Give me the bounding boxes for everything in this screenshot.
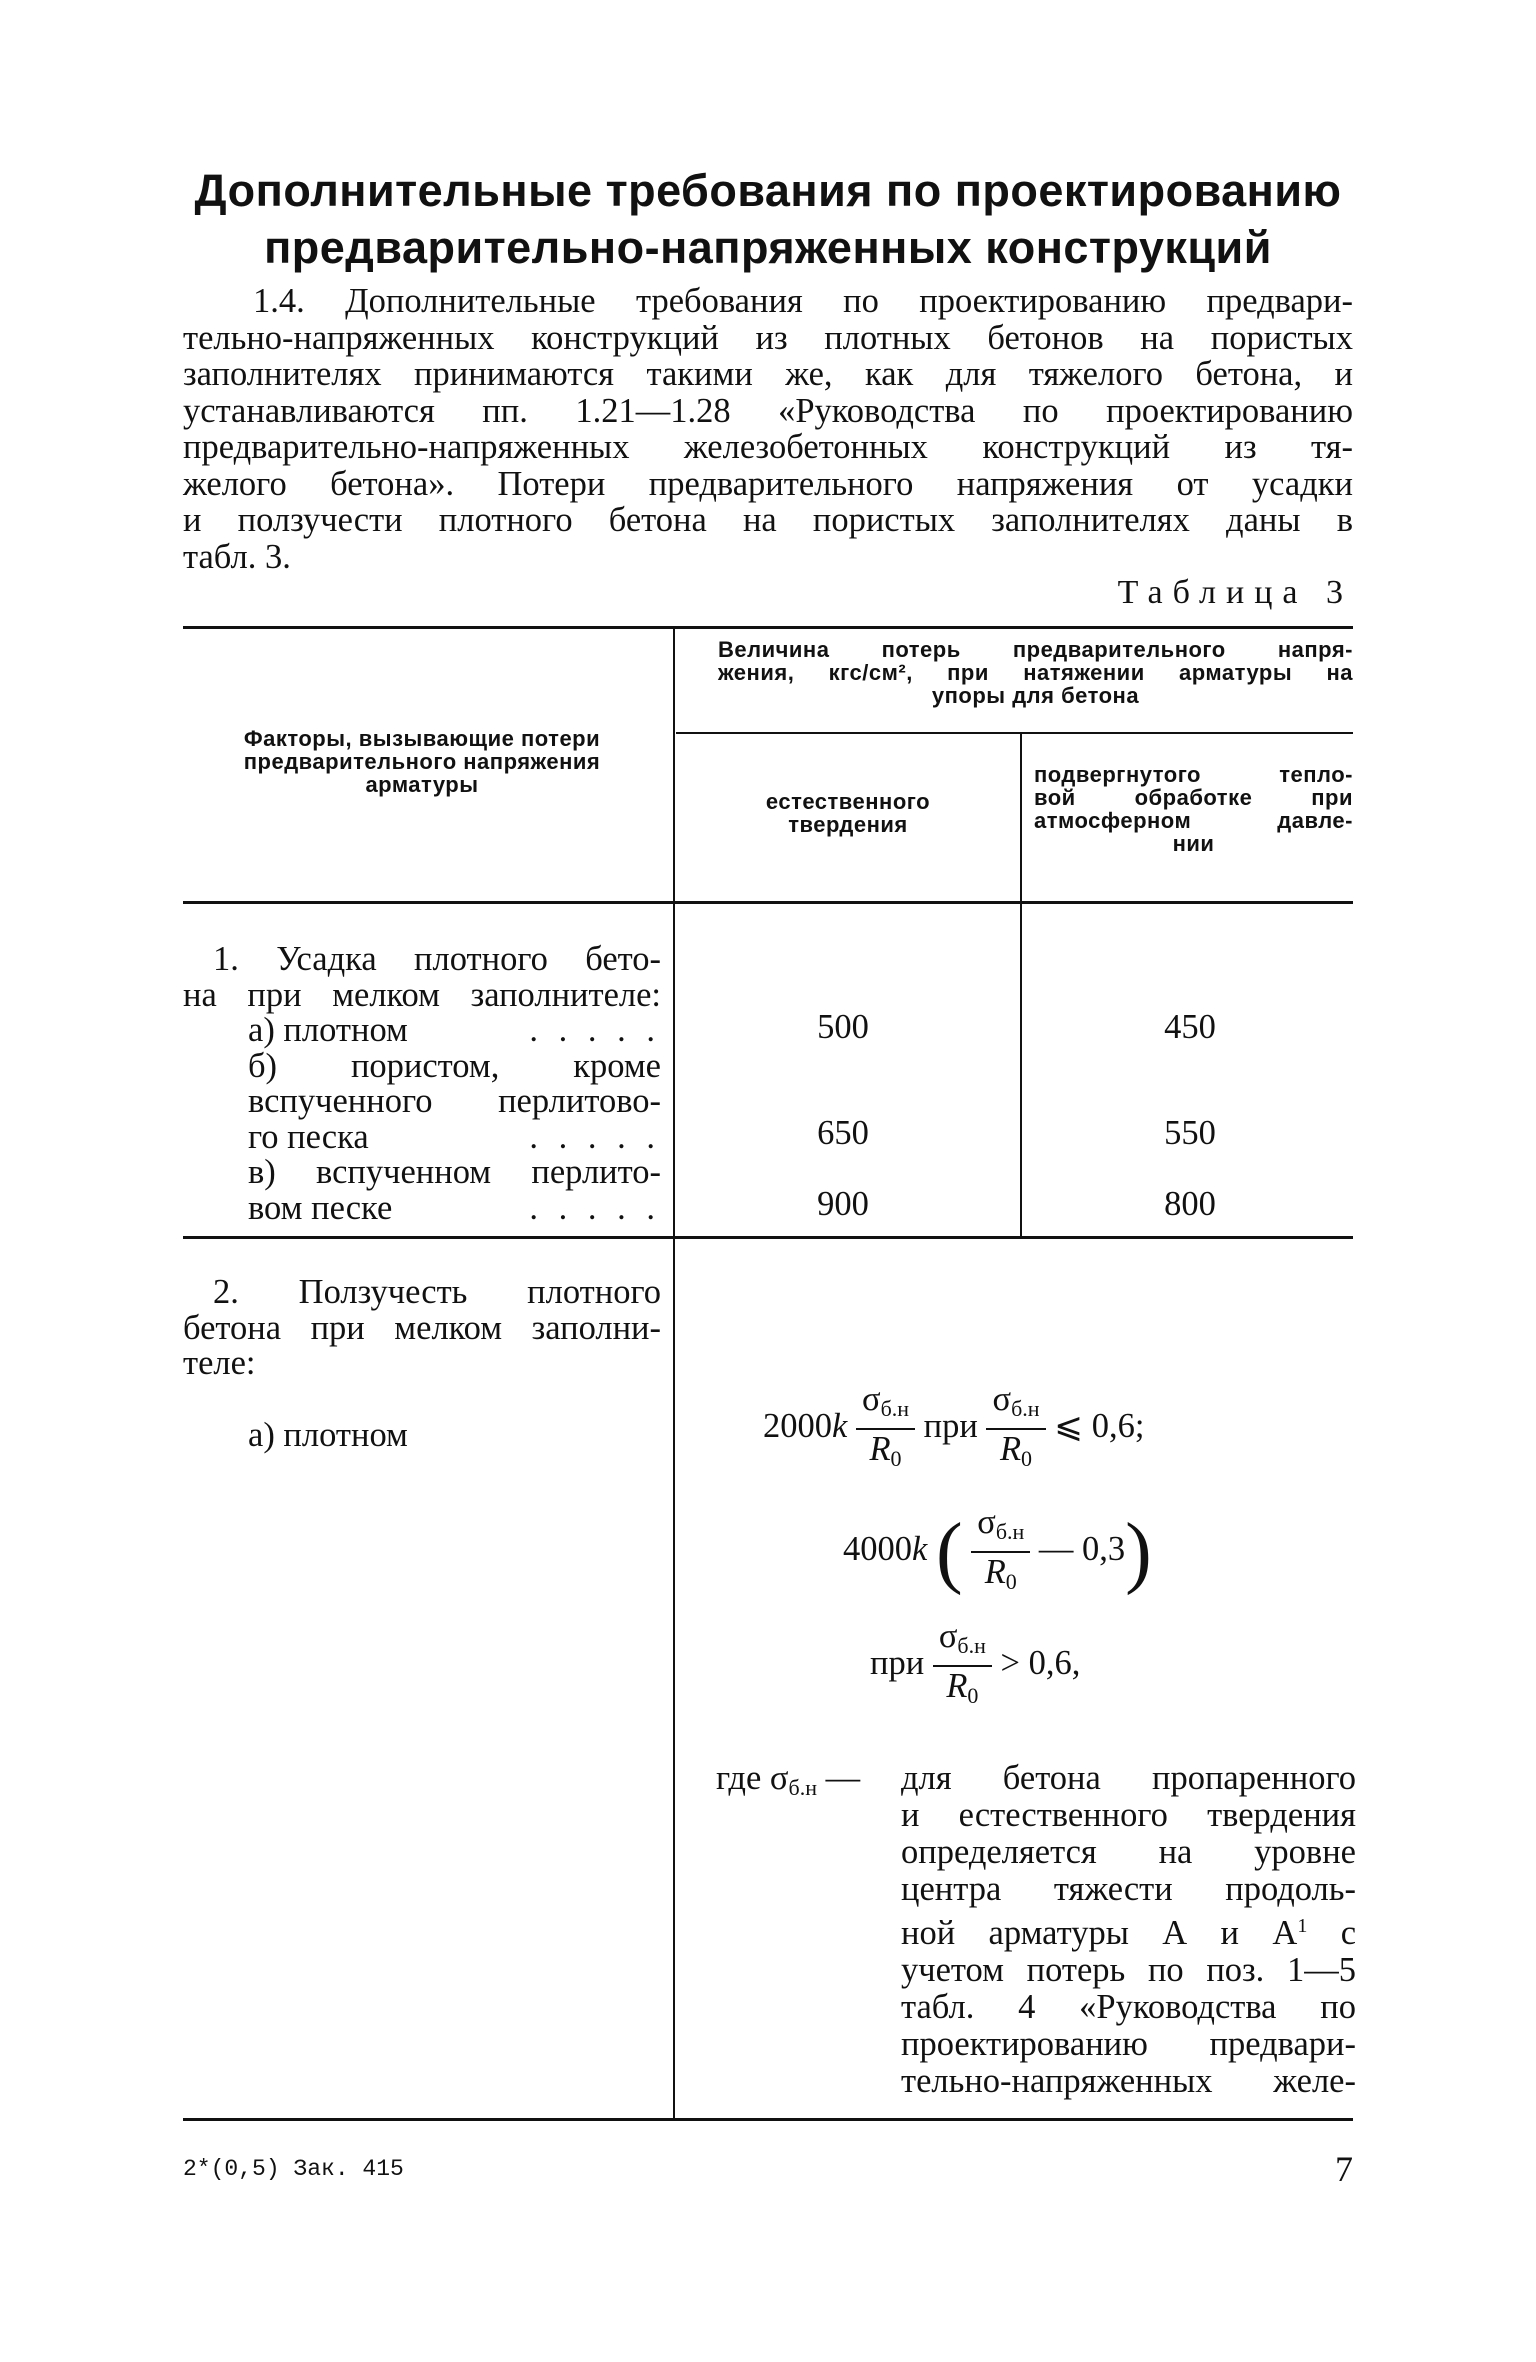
fraction: $\frac{\sigma_{б.н}}{R_0}$	[971, 1503, 1030, 1601]
row-item-b: го песка . . . . .	[248, 1117, 661, 1156]
paragraph-line: 1.4. Дополнительные требования по проектированию предвари-	[253, 282, 1353, 320]
value-a-natural: 500	[817, 1008, 869, 1046]
header-factors: Факторы, вызывающие потери предварительного напряжения арматуры	[243, 726, 601, 797]
paragraph-line: предварительно-напряженных железобетонных конструкций из тя-	[183, 428, 1353, 466]
paragraph-line: тельно-напряженных конструкций из плотных бетонов на пористых	[183, 318, 1353, 357]
subcolumn-divider	[1020, 732, 1022, 1236]
header-sub-rule	[676, 732, 1353, 734]
paragraph-line: заполнителях принимаются такими же, как для тяжелого бетона, и	[183, 355, 1353, 393]
header-bottom-rule	[183, 901, 1353, 904]
paragraph-line: и ползучести плотного бетона на пористых заполнителях даны в	[183, 501, 1353, 539]
row-item-c: вом песке . . . . .	[248, 1188, 661, 1227]
paragraph-1-4	[183, 283, 1353, 575]
row-item-a: а) плотном . . . . .	[248, 1011, 661, 1049]
paragraph-line: устанавливаются пп. 1.21—1.28 «Руководства по проектированию	[183, 391, 1353, 430]
row-separator-rule	[183, 1236, 1353, 1239]
column-divider	[673, 626, 675, 2118]
formula-line-1: 2000k $\frac{\sigma_{б.н}}{R_0}$ при $\frac{\sigma_{б.н}}{R_0}$ ⩽ 0,6;	[763, 1380, 1144, 1478]
row-shrinkage: 1. Усадка плотного бето- на при мелком заполнителе: а) плотном . . . . . б) пористом, кроме вспученного перлитово- го песка . . . . . в) вспученном перлито- вом песке . . . . .	[183, 940, 661, 1227]
heading-line-1: Дополнительные требования по проектированию	[194, 165, 1342, 216]
header-magnitude: Величина потерь предварительного напря- жения, кгс/см², при натяжении арматуры на упоры для бетона	[718, 637, 1353, 708]
section-heading	[183, 162, 1353, 276]
paragraph-line: табл. 3.	[183, 537, 291, 576]
value-b-heat: 550	[1164, 1114, 1216, 1152]
table-caption: Таблица 3	[1117, 574, 1353, 611]
header-heat-treatment: подвергнутого тепло- вой обработке при атмосферном давле- нии	[1034, 762, 1353, 856]
value-c-heat: 800	[1164, 1185, 1216, 1223]
row-creep: 2. Ползучесть плотного бетона при мелком заполни- теле: а) плотном	[183, 1273, 661, 1454]
formula-line-2: 4000k ( $\frac{\sigma_{б.н}}{R_0}$ — 0,3)	[843, 1503, 1152, 1601]
table-top-rule	[183, 626, 1353, 629]
print-signature: 2*(0,5) Зак. 415	[183, 2156, 404, 2182]
formula-line-3: при $\frac{\sigma_{б.н}}{R_0}$ > 0,6,	[870, 1617, 1080, 1715]
fraction: $\frac{\sigma_{б.н}}{R_0}$	[856, 1380, 915, 1478]
page-number: 7	[1335, 2149, 1353, 2189]
header-natural-curing: естественного твердения	[765, 789, 931, 837]
heading-line-2: предварительно-напряженных конструкций	[264, 222, 1272, 273]
table-bottom-rule	[183, 2118, 1353, 2121]
value-c-natural: 900	[817, 1185, 869, 1223]
paragraph-line: желого бетона». Потери предварительного напряжения от усадки	[183, 464, 1353, 503]
document-page: Дополнительные требования по проектированию предварительно-напряженных конструкций 1.4. Дополнительные требования по проектированию предвари- тельно-напряженных конструкций из плотных бетонов на пористых заполнителях принимаются такими же, как для тяжелого бетона, и устанавливаются пп. 1.21—1.28 «Руководства по проектированию предварительно-напряженных железобетонных конструкций из тя- желого бетона». Потери предварительного напряжения от усадки и ползучести плотного бетона на пористых заполнителях даны в табл. 3. Таблица 3 Факторы, вызывающие потери предварительного напряжения арматуры Величина потерь предварительного напря- жения, кгс/см², при натяжении арматуры на упоры для бетона естественного твердения подвергнутого тепло- вой обработке при атмосферном давле- нии 1. Усадка плотного бето- на при мелком заполнителе: а) плотном . . . . . б) пористом, кроме вспученного перлитово- го песка . . . . . в) вспученном перлито- вом песке . . . . . 500 450 650 550 900 800 2. Ползучесть плотного бетона при мелком заполни- теле: а) плотном 2000k $\frac{\sigma_{б.н}}{R_0}$ при $\frac{\sigma_{б.н}}{R_0}$ ⩽ 0,6; 4000k ( $\frac{\sigma_{б.н}}{R_0}$ — 0,3) при $\frac{\sigma_{б.н}}{R_0}$ > 0,6, где $\sigma_{б.н}$ — для бетона пропаренного и естественного твердения определяется на уровне центра тяжести продоль- ной арматуры А и $А^1$ с учетом потерь по поз. 1—5 табл. 4 «Руководства по проектированию предвари- тельно-напряженных желе- 2*(0,5) Зак. 415 7	[0, 0, 1536, 2362]
row-item-a: а) плотном	[248, 1415, 408, 1454]
value-a-heat: 450	[1164, 1008, 1216, 1046]
fraction: $\frac{\sigma_{б.н}}{R_0}$	[986, 1380, 1045, 1478]
value-b-natural: 650	[817, 1114, 869, 1152]
fraction: $\frac{\sigma_{б.н}}{R_0}$	[933, 1617, 992, 1715]
